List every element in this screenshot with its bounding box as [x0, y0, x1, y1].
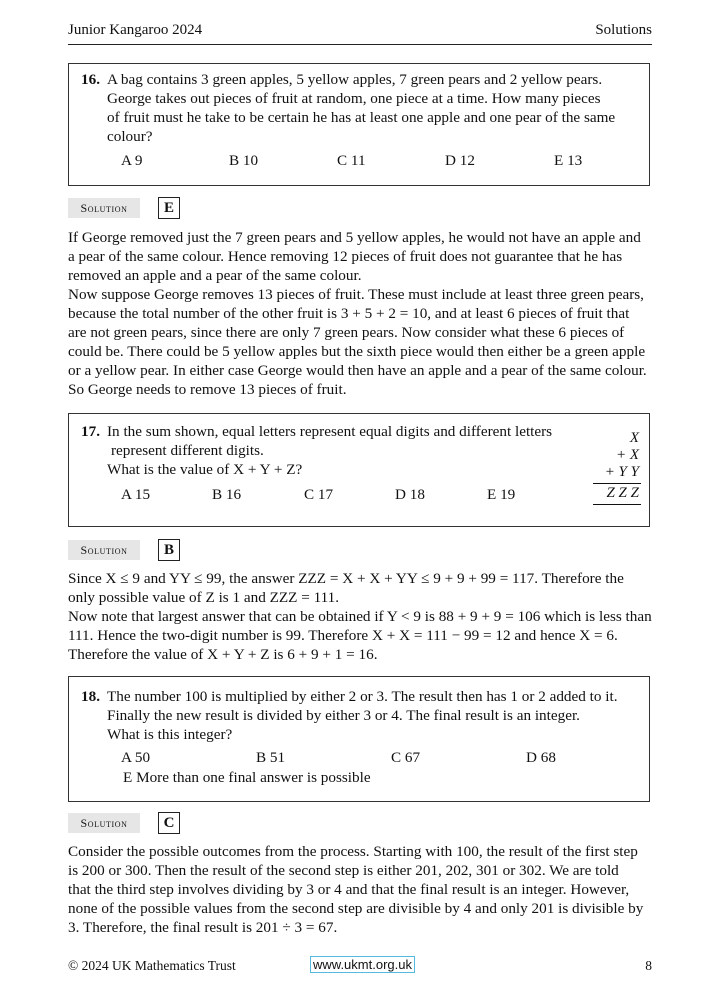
choice-d: D 18 — [395, 486, 425, 503]
sum-row-3: + Y Y — [604, 464, 639, 480]
page-footer — [68, 956, 652, 976]
solution-16-text: If George removed just the 7 green pears and 5 yellow apples, he would not have an apple and a pear of the same colour. Hence removing 12 pieces of fruit does not guarantee that he has removed an apple and a pear of the same colour. Now suppose George removes 13 pieces of fruit. These must include at least three green pears, because the total number of the other fruit is 3 + 5 + 2 = 10, and at least 6 pieces of fruit that are not green pears, since there are only 7 green pears. Now consider what these 6 pieces of could be. There could be 5 yellow apples but the sixth piece would then either be a green apple or a yellow pear. In either case George would then have an apple and a pear of the same colour. So George needs to remove 13 pieces of fruit. — [68, 229, 647, 398]
header-section: Solutions — [595, 22, 652, 38]
question-text: The number 100 is multiplied by either 2 or 3. The result then has 1 or 2 added to it. Finally the new result is divided by either 3 or 4. The final result is an integer. What is this integer? — [107, 688, 618, 743]
solution-answer: B — [158, 539, 180, 561]
question-18-box — [68, 676, 650, 802]
sum-rule-top — [593, 483, 641, 484]
sum-row-4: Z Z Z — [606, 485, 639, 501]
copyright-text: © 2024 UK Mathematics Trust — [68, 958, 236, 973]
solution-label: Solution — [68, 540, 140, 560]
question-number: 18. — [81, 688, 100, 705]
choice-a: A 50 — [121, 749, 151, 766]
choice-a: A 15 — [121, 486, 151, 503]
choice-b: B 16 — [212, 486, 242, 503]
choice-b: B 51 — [256, 749, 286, 766]
choice-c: C 67 — [391, 749, 421, 766]
sum-row-1: X — [629, 430, 639, 446]
solution-17-text: Since X ≤ 9 and YY ≤ 99, the answer ZZZ = X + X + YY ≤ 9 + 9 + 99 = 117. Therefore the only possible value of Z is 1 and ZZZ = 111. Now note that largest answer that can be obtained if Y < 9 is 88 + 9 + 9 = 106 which is less than 111. Hence the two-digit number is 99. Therefore X + X = 111 − 99 = 12 and hence X = 6. Therefore the value of X + Y + Z is 6 + 9 + 1 = 16. — [68, 570, 652, 663]
website-link[interactable]: www.ukmt.org.uk — [310, 956, 415, 973]
page-header — [68, 22, 652, 45]
question-16-box — [68, 63, 650, 186]
choice-e: E More than one final answer is possible — [123, 769, 371, 786]
solution-answer: E — [158, 197, 180, 219]
solution-label: Solution — [68, 198, 140, 218]
choice-e: E 13 — [554, 152, 583, 169]
choice-d: D 68 — [526, 749, 556, 766]
sum-rule-bottom — [593, 504, 641, 505]
question-text: In the sum shown, equal letters represent equal digits and different letters represent different digits. What is the value of X + Y + Z? — [107, 423, 553, 478]
solution-answer: C — [158, 812, 180, 834]
choice-c: C 17 — [304, 486, 334, 503]
page-number: 8 — [645, 958, 652, 973]
solution-18-text: Consider the possible outcomes from the process. Starting with 100, the result of the first step is 200 or 300. Then the result of the second step is either 201, 202, 301 or 302. We are told that the third step involves dividing by 3 or 4 and that the final result is an integer. However, none of the possible values from the second step are divisible by 4 and only 201 is divisible by 3. Therefore, the final result is 201 ÷ 3 = 67. — [68, 843, 644, 936]
solution-label: Solution — [68, 813, 140, 833]
question-text: A bag contains 3 green apples, 5 yellow apples, 7 green pears and 2 yellow pears. George takes out pieces of fruit at random, one piece at a time. How many pieces of fruit must he take to be certain he has at least one apple and one pear of the same colour? — [107, 71, 616, 145]
choice-e: E 19 — [487, 486, 516, 503]
question-number: 17. — [81, 423, 100, 440]
question-number: 16. — [81, 71, 100, 88]
choice-b: B 10 — [229, 152, 259, 169]
sum-figure — [589, 430, 641, 510]
choice-a: A 9 — [121, 152, 143, 169]
question-17-box — [68, 413, 650, 527]
sum-row-2: + X — [615, 447, 639, 463]
header-title: Junior Kangaroo 2024 — [68, 22, 203, 38]
choice-d: D 12 — [445, 152, 475, 169]
choice-c: C 11 — [337, 152, 366, 169]
